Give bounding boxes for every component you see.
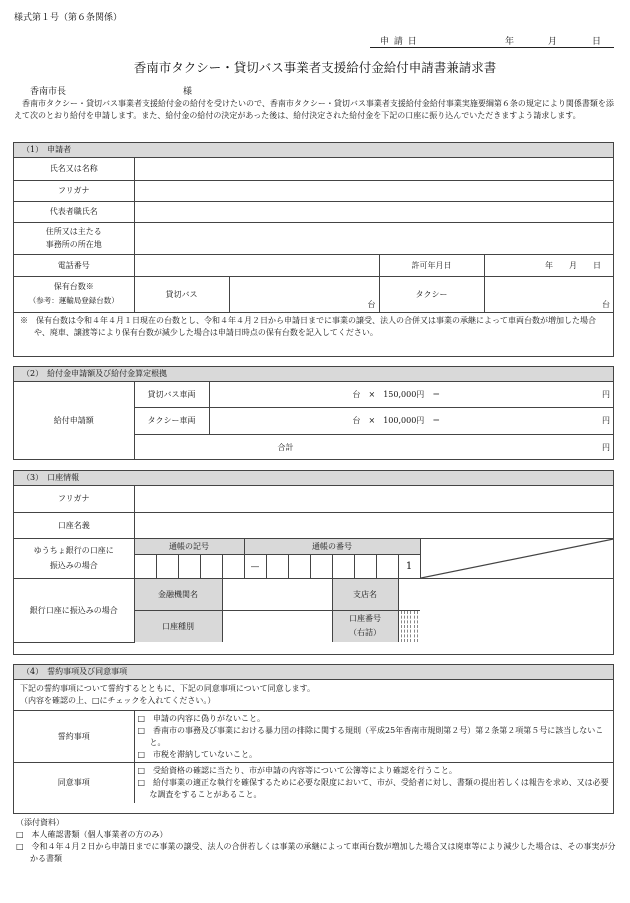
yen-unit: 円 xyxy=(602,389,610,399)
tel-field[interactable] xyxy=(134,254,379,276)
attachment-check-2[interactable]: □ 令和４年４月２日から申請日までに事業の譲受、法人の合併若しくは事業の承継によって車両台数が増加した場合又は廃車等により減少した場合は、その事実が分かる書類 xyxy=(16,842,616,863)
yen-unit: 円 xyxy=(602,442,610,452)
number-digit-box[interactable] xyxy=(310,554,332,578)
account-type-field[interactable] xyxy=(222,610,332,642)
form-number: 様式第１号（第６条関係） xyxy=(14,13,123,23)
section-4-header: （4） 誓約事項及び同意事項 xyxy=(14,665,613,680)
account-number-label-line2: （右詰） xyxy=(349,628,381,638)
account-digit-box[interactable] xyxy=(418,611,420,642)
account-number-label-line1: 口座番号 xyxy=(349,614,381,624)
amount-label: 給付申請額 xyxy=(14,382,134,460)
yen-unit: 円 xyxy=(602,416,610,426)
name-label: 氏名又は名称 xyxy=(14,158,134,180)
rep-furigana-field[interactable] xyxy=(134,180,613,201)
account-section xyxy=(13,470,614,655)
consent-check-1[interactable]: □ 受給資格の確認に当たり、市が申請の内容等について公簿等により確認を行うこと。 xyxy=(137,765,457,775)
number-fixed-digit: 1 xyxy=(398,554,420,578)
account-furigana-label: フリガナ xyxy=(14,486,134,512)
address-label-line2: 事務所の所在地 xyxy=(45,240,102,249)
own-label-line1: 保有台数※ xyxy=(53,282,94,292)
day-label: 日 xyxy=(592,37,602,47)
symbol-dash: ― xyxy=(244,554,266,578)
permit-date-field[interactable]: 年 月 日 xyxy=(484,254,613,276)
address-label-line1: 住所又は主たる xyxy=(45,227,102,236)
furigana-label: フリガナ xyxy=(14,180,134,201)
account-table xyxy=(14,486,613,643)
intro-paragraph: 香南市タクシー・貸切バス事業者支援給付金の給付を受けたいので、香南市タクシー・貸切バス事業者支援給付金給付事業実施要綱第６条の規定により関係書類を添えて次のとおり給付を申請します。また、給付金の給付の決定があった後は、給付決定された給付金を下記の口座に振り込んでいただきますよう請求します。 xyxy=(14,99,614,120)
own-label-line2: （参考：運輸局登録台数） xyxy=(28,296,119,306)
yucho-label xyxy=(14,538,134,578)
year-label: 年 xyxy=(505,37,515,47)
institution-label: 金融機関名 xyxy=(134,578,222,610)
number-digit-box[interactable] xyxy=(376,554,398,578)
application-date-line[interactable] xyxy=(370,34,614,48)
pledge-table xyxy=(14,710,613,803)
pledge-label: 誓約事項 xyxy=(14,711,134,763)
branch-field[interactable] xyxy=(398,578,420,610)
rep-label: 代表者職氏名 xyxy=(14,201,134,222)
consent-check-2[interactable]: □ 給付事業の適正な執行を確保するために必要な限度において、市が、受給者に対し、書類の提出若しくは報告を求め、又は必要な調査をすることがあること。 xyxy=(137,777,609,799)
account-type-label: 口座種別 xyxy=(134,610,222,642)
diagonal-blank xyxy=(420,538,613,578)
pledge-lead-line2: （内容を確認の上、□にチェックを入れてください。） xyxy=(20,696,216,705)
pledge-items xyxy=(134,711,613,763)
bus-calc: 台 × 150,000円 ＝ xyxy=(352,389,441,399)
pledge-lead-line1: 下記の誓約事項について誓約するとともに、下記の同意事項について同意します。 xyxy=(20,684,316,693)
section-1-header: （1） 申請者 xyxy=(14,143,613,158)
address-label xyxy=(14,222,134,254)
total-label: 合計 xyxy=(277,442,294,452)
pledge-check-2[interactable]: □ 香南市の事務及び事業における暴力団の排除に関する規則（平成25年香南市規則第２号）第２条第２項第５号に該当しないこと。 xyxy=(137,725,604,747)
branch-label: 支店名 xyxy=(332,578,398,610)
account-holder-field[interactable] xyxy=(134,512,613,538)
bus-calc-row[interactable] xyxy=(209,382,613,407)
passbook-symbol-header: 通帳の記号 xyxy=(134,538,244,554)
diagonal-line xyxy=(421,539,614,578)
taxi-calc: 台 × 100,000円 ＝ xyxy=(352,416,441,426)
account-furigana-field[interactable] xyxy=(134,486,613,512)
pledge-lead xyxy=(14,680,613,707)
account-number-boxes xyxy=(399,611,421,642)
yucho-label-line2: 振込みの場合 xyxy=(49,561,98,570)
symbol-digit-box[interactable] xyxy=(134,554,156,578)
page-title: 香南市タクシー・貸切バス事業者支援給付金給付申請書兼請求書 xyxy=(133,60,497,75)
amount-section xyxy=(13,366,614,460)
symbol-digit-box[interactable] xyxy=(178,554,200,578)
date-label: 申 請 日 xyxy=(380,37,418,47)
own-count-note: ※ 保有台数は令和４年４月１日現在の台数とし、令和４年４月２日から申請日までに事業の譲受、法人の合併又は事業の承継によって車両台数が増加した場合や、廃車、譲渡等により保有台数が減少した場合は申請日時点の保有台数を記入してください。 xyxy=(14,312,613,339)
tel-label: 電話番号 xyxy=(14,254,134,276)
number-digit-box[interactable] xyxy=(354,554,376,578)
consent-items xyxy=(134,763,613,803)
account-holder-label: 口座名義 xyxy=(14,512,134,538)
bus-count-field[interactable]: 台 xyxy=(229,276,379,312)
number-digit-box[interactable] xyxy=(332,554,354,578)
attachments-title: （添付資料） xyxy=(16,818,64,827)
addressee-suffix: 様 xyxy=(183,87,193,97)
pledge-check-3[interactable]: □ 市税を滞納していないこと。 xyxy=(137,749,258,759)
number-digit-box[interactable] xyxy=(288,554,310,578)
section-2-header: （2） 給付金申請額及び給付金算定根拠 xyxy=(14,367,613,382)
applicant-section xyxy=(13,142,614,357)
consent-label: 同意事項 xyxy=(14,763,134,803)
attachments xyxy=(16,817,616,865)
pledge-section xyxy=(13,664,614,814)
symbol-digit-box[interactable] xyxy=(200,554,222,578)
total-row[interactable] xyxy=(134,434,613,459)
address-field[interactable] xyxy=(134,222,613,254)
name-field[interactable] xyxy=(134,158,613,180)
bus-label: 貸切バス xyxy=(134,276,229,312)
symbol-digit-box[interactable] xyxy=(156,554,178,578)
own-label xyxy=(14,276,134,312)
institution-field[interactable] xyxy=(222,578,332,610)
amount-table xyxy=(14,382,613,460)
symbol-digit-box[interactable] xyxy=(222,554,244,578)
account-number-field[interactable] xyxy=(398,610,420,642)
taxi-label: タクシー xyxy=(379,276,484,312)
permit-label: 許可年月日 xyxy=(379,254,484,276)
taxi-calc-row[interactable] xyxy=(209,407,613,434)
section-3-header: （3） 口座情報 xyxy=(14,471,613,486)
month-label: 月 xyxy=(548,37,558,47)
number-digit-box[interactable] xyxy=(266,554,288,578)
bank-label: 銀行口座に振込みの場合 xyxy=(14,578,134,642)
account-number-label xyxy=(332,610,398,642)
bus-vehicle-label: 貸切バス車両 xyxy=(134,382,209,407)
yucho-label-line1: ゆうちょ銀行の口座に xyxy=(33,546,114,555)
rep-name-field[interactable] xyxy=(134,201,613,222)
taxi-vehicle-label: タクシー車両 xyxy=(134,407,209,434)
addressee: 香南市長 xyxy=(30,87,67,97)
attachment-check-1[interactable]: □ 本人確認書類（個人事業者の方のみ） xyxy=(16,830,168,839)
passbook-number-header: 通帳の番号 xyxy=(244,538,420,554)
taxi-count-field[interactable]: 台 xyxy=(484,276,613,312)
pledge-check-1[interactable]: □ 申請の内容に偽りがないこと。 xyxy=(137,713,266,723)
applicant-table xyxy=(14,158,613,312)
